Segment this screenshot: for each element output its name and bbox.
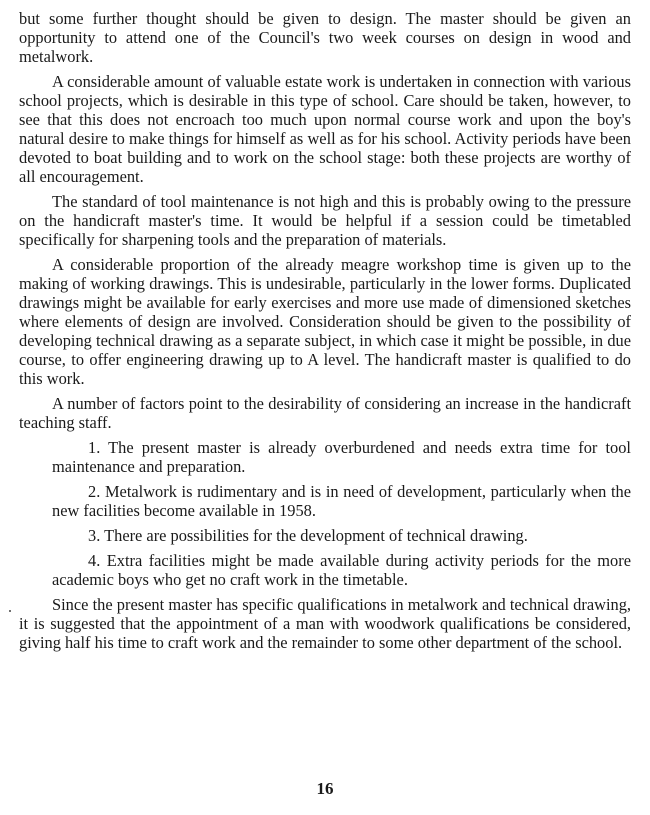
list-number: 4. <box>88 551 101 570</box>
list-item <box>52 438 631 476</box>
paragraph-tool-maintenance: The standard of tool maintenance is not high and this is probably owing to the pressure on the handicraft master's time. It would be helpful if a session could be timetabled specifically for sharpening tools and the preparation of materials. <box>19 192 631 249</box>
paragraph-staff-increase: A number of factors point to the desirability of considering an increase in the handicraft teaching staff. <box>19 394 631 432</box>
list-text: There are possibilities for the development of technical drawing. <box>104 526 528 545</box>
list-number: 3. <box>88 526 101 545</box>
list-text: Extra facilities might be made available during activity periods for the more academic boys who get no craft work in the timetable. <box>52 551 631 589</box>
list-text: The present master is already overburdened and needs extra time for tool maintenance and preparation. <box>52 438 631 476</box>
factors-list <box>52 438 631 589</box>
list-item <box>52 526 631 545</box>
paragraph-appointment-recommendation: Since the present master has specific qualifications in metalwork and technical drawing, it is suggested that the appointment of a man with woodwork qualifications be considered, giving half his time to craft work and the remainder to some other department of the school. <box>19 595 631 652</box>
list-item <box>52 551 631 589</box>
document-page <box>19 9 631 658</box>
paragraph-continued-design: but some further thought should be given to design. The master should be given an opportunity to attend one of the Council's two week courses on design in wood and metalwork. <box>19 9 631 66</box>
list-text: Metalwork is rudimentary and is in need of development, particularly when the new facilities become available in 1958. <box>52 482 631 520</box>
list-item <box>52 482 631 520</box>
paragraph-working-drawings: A considerable proportion of the already meagre workshop time is given up to the making of working drawings. This is undesirable, particularly in the lower forms. Duplicated drawings might be available for early exercises and more use made of dimensioned sketches where elements of design are involved. Consideration should be given to the possibility of developing technical drawing as a separate subject, in which case it might be possible, in due course, to offer engineering drawing up to A level. The handicraft master is qualified to do this work. <box>19 255 631 388</box>
page-number: 16 <box>316 779 334 798</box>
paragraph-estate-work: A considerable amount of valuable estate work is undertaken in connection with various school projects, which is desirable in this type of school. Care should be taken, however, to see that this does not encroach too much upon normal course work and upon the boy's natural desire to make things for himself as well as for his school. Activity periods have been devoted to boat building and to work on the school stage: both these projects are worthy of all encouragement. <box>19 72 631 186</box>
scan-speck <box>9 610 11 612</box>
list-number: 1. <box>88 438 101 457</box>
list-number: 2. <box>88 482 101 501</box>
